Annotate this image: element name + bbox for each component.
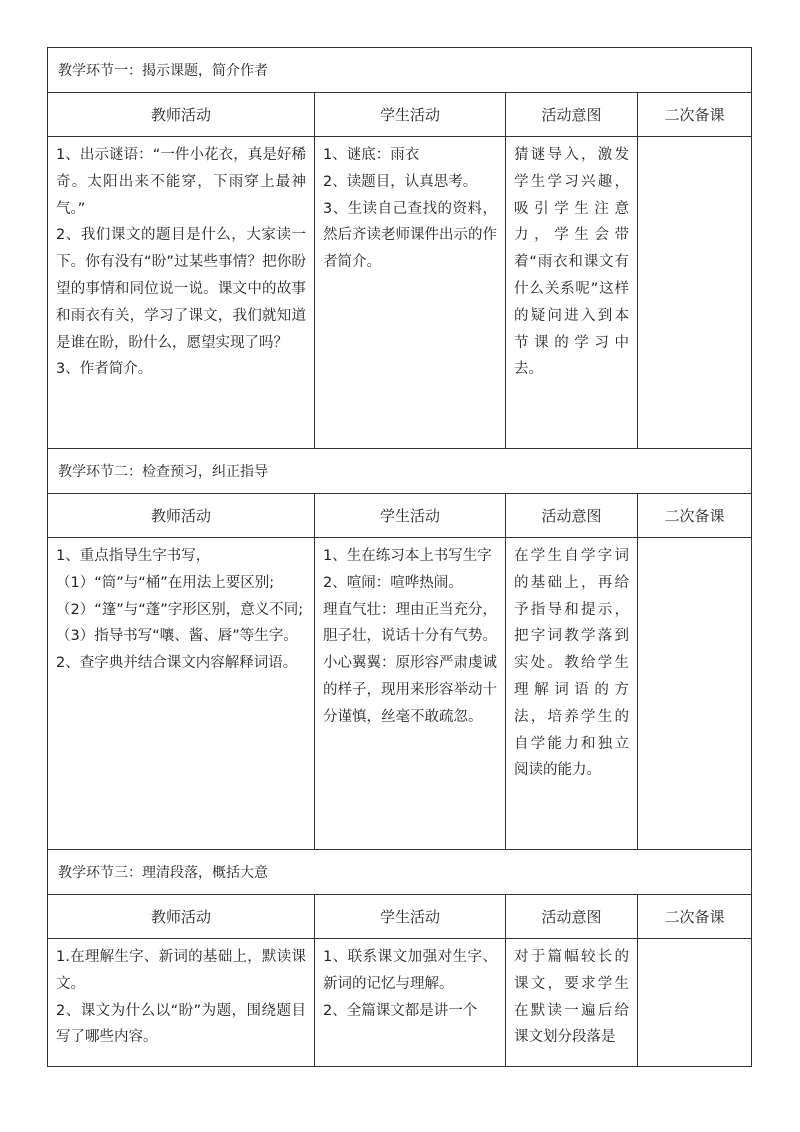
cell-paragraph: （2）“篷”与“蓬”字形区别，意义不同;	[56, 601, 304, 618]
cell-paragraph: 2、喧闹：喧哗热闹。	[323, 574, 463, 591]
section-title: 教学环节二：检查预习，纠正指导	[48, 449, 752, 494]
cell-paragraph: 1、出示谜语：“一件小花衣，真是好稀奇。太阳出来不能穿，下雨穿上最神气。”	[56, 147, 306, 217]
cell-paragraph: 对于篇幅较长的课文，要求学生在默读一遍后给课文划分段落是	[514, 949, 629, 1046]
header-activity-intent: 活动意图	[506, 895, 638, 939]
student-activity-cell	[315, 939, 506, 1067]
cell-paragraph: 在学生自学字词的基础上，再给予指导和提示，把字词教学落到实处。教给学生理解词语的方法，培养学生的自学能力和独立阅读的能力。	[514, 548, 629, 779]
header-teacher-activity: 教师活动	[48, 494, 315, 538]
cell-paragraph: 1、联系课文加强对生字、新词的记忆与理解。	[323, 949, 497, 992]
header-teacher-activity: 教师活动	[48, 93, 315, 137]
header-second-preparation: 二次备课	[638, 494, 752, 538]
cell-paragraph: 1、重点指导生字书写，	[56, 548, 211, 564]
teacher-activity-cell	[48, 137, 315, 449]
cell-paragraph: 2、我们课文的题目是什么，大家读一下。你有没有“盼”过某些事情？把你盼望的事情和同位说一说。课文中的故事和雨衣有关，学习了课文，我们就知道是谁在盼，盼什么，愿望实现了吗？	[56, 227, 306, 351]
header-student-activity: 学生活动	[315, 93, 506, 137]
cell-paragraph: 2、查字典并结合课文内容解释词语。	[56, 655, 298, 672]
section-title: 教学环节三：理清段落，概括大意	[48, 850, 752, 895]
header-second-preparation: 二次备课	[638, 93, 752, 137]
header-student-activity: 学生活动	[315, 494, 506, 538]
cell-paragraph: （1）“筒”与“桶”在用法上要区别;	[56, 574, 275, 591]
cell-paragraph: 3、作者简介。	[56, 361, 153, 378]
activity-intent-cell	[506, 939, 638, 1067]
second-preparation-cell	[638, 538, 752, 850]
teacher-activity-cell	[48, 939, 315, 1067]
cell-paragraph: 小心翼翼：原形容严肃虔诚的样子，现用来形容举动十分谨慎，丝毫不敢疏忽。	[323, 655, 497, 725]
cell-paragraph: 2、读题目，认真思考。	[323, 173, 478, 190]
cell-paragraph: 2、课文为什么以“盼”为题，围绕题目写了哪些内容。	[56, 1002, 306, 1046]
header-student-activity: 学生活动	[315, 895, 506, 939]
second-preparation-cell	[638, 137, 752, 449]
cell-paragraph: 1、生在练习本上书写生字	[323, 548, 492, 564]
header-activity-intent: 活动意图	[506, 494, 638, 538]
cell-paragraph: 1.在理解生字、新词的基础上，默读课文。	[56, 949, 306, 992]
activity-intent-cell	[506, 137, 638, 449]
cell-paragraph: 2、全篇课文都是讲一个	[323, 1002, 478, 1019]
second-preparation-cell	[638, 939, 752, 1067]
lesson-plan-document	[47, 47, 751, 1067]
header-teacher-activity: 教师活动	[48, 895, 315, 939]
student-activity-cell	[315, 538, 506, 850]
header-activity-intent: 活动意图	[506, 93, 638, 137]
activity-intent-cell	[506, 538, 638, 850]
student-activity-cell	[315, 137, 506, 449]
cell-paragraph: 1、谜底：雨衣	[323, 147, 420, 163]
cell-paragraph: （3）指导书写“嚷、酱、唇”等生字。	[56, 628, 298, 645]
teacher-activity-cell	[48, 538, 315, 850]
header-second-preparation: 二次备课	[638, 895, 752, 939]
lesson-plan-table	[47, 47, 752, 1067]
cell-paragraph: 3、生读自己查找的资料，然后齐读老师课件出示的作者简介。	[323, 200, 497, 271]
cell-paragraph: 猜谜导入，激发学生学习兴趣，吸引学生注意力，学生会带着“雨衣和课文有什么关系呢”这样的疑问进入到本节课的学习中去。	[514, 147, 629, 378]
section-title: 教学环节一：揭示课题，简介作者	[48, 48, 752, 93]
cell-paragraph: 理直气壮：理由正当充分，胆子壮，说话十分有气势。	[323, 601, 497, 645]
